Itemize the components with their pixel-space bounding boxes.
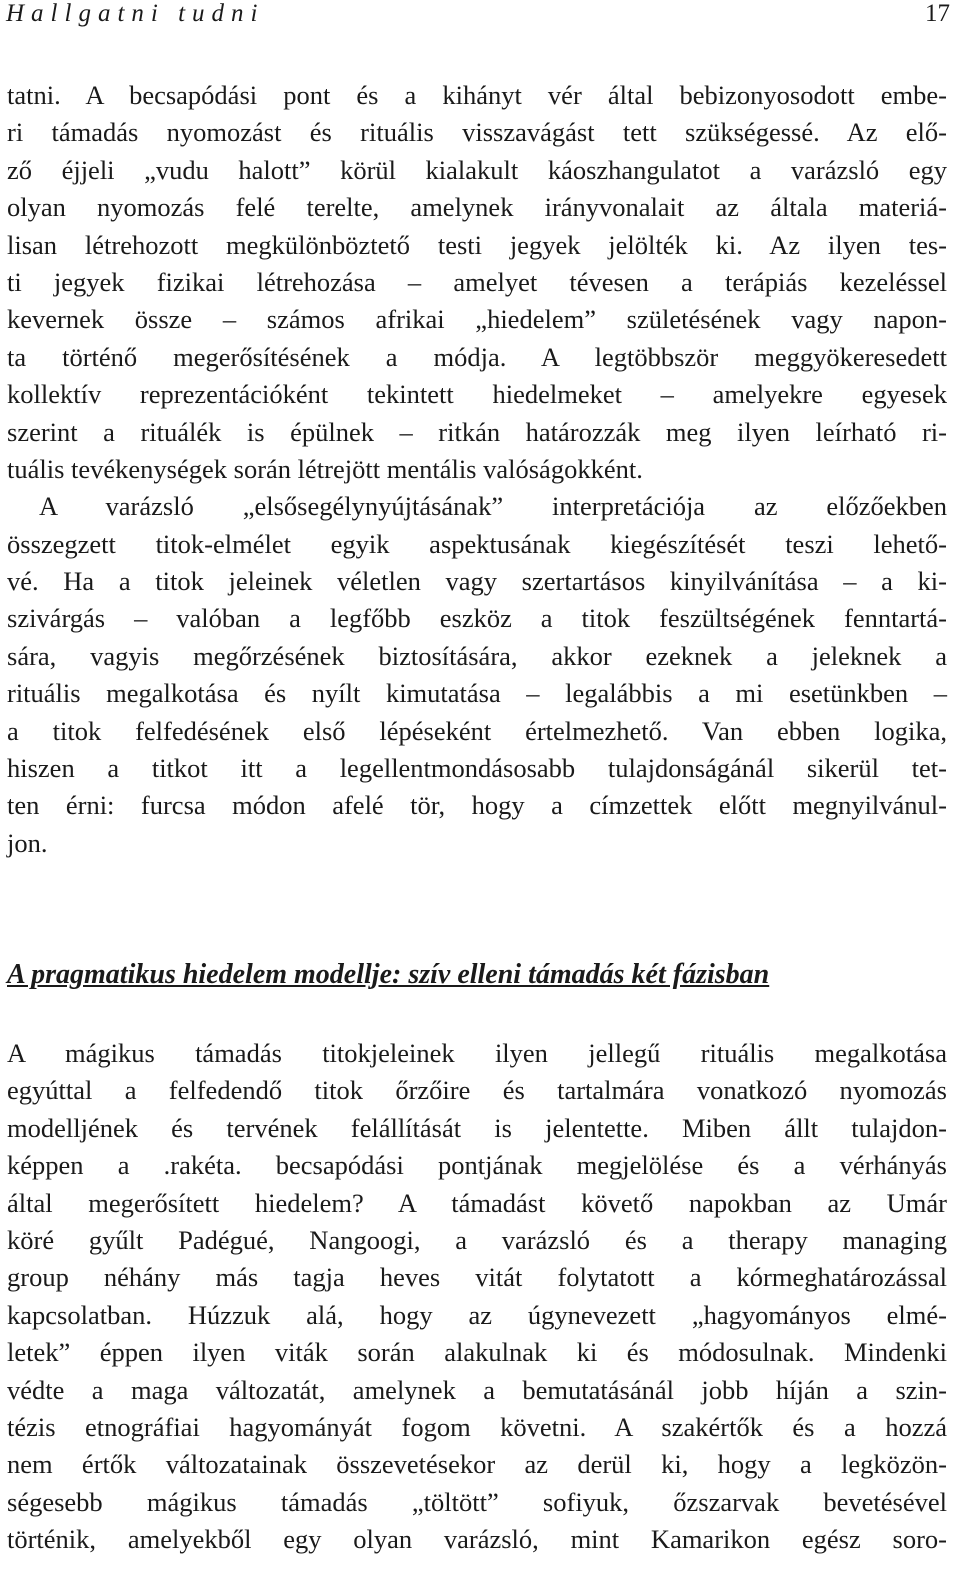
text-line: egyúttal a felfedendő titok őrzőire és tartalmára vonatkozó nyomozás	[7, 1075, 947, 1106]
text-line: hiszen a titkot itt a legellentmondásosabb tulajdonságánál sikerül tet-	[7, 753, 947, 784]
text-line: nem értők változatainak összevetésekor az derül ki, hogy a legközön-	[7, 1449, 947, 1480]
text-line: a titok felfedésének első lépéseként értelmezhető. Van ebben logika,	[7, 715, 947, 746]
running-title: Hallgatni tudni	[6, 0, 265, 27]
text-line: ten érni: furcsa módon afelé tör, hogy a címzettek előtt megnyilvánul-	[7, 790, 947, 821]
text-line: jon.	[7, 827, 48, 858]
text-line: A varázsló „elsősegélynyújtásának” interpretációja az előzőekben	[39, 491, 947, 522]
page-header	[6, 0, 950, 40]
paragraph-2	[7, 488, 947, 862]
text-line: tézis etnográfiai hagyományát fogom követni. A szakértők és a hozzá	[7, 1411, 947, 1442]
text-line: olyan nyomozás felé terelte, amelynek irányvonalait az általa materiá-	[7, 192, 947, 223]
text-line: ségesebb mágikus támadás „töltött” sofiyuk, őzszarvak bevetésével	[7, 1486, 947, 1517]
text-line: A mágikus támadás titokjeleinek ilyen jellegű rituális megalkotása	[7, 1038, 947, 1068]
text-line: köré gyűlt Padégué, Nangoogi, a varázsló és a therapy managing	[7, 1224, 947, 1255]
text-line: kollektív reprezentációként tekintett hiedelmeket – amelyekre egyesek	[7, 379, 947, 410]
text-line: tatni. A becsapódási pont és a kihányt vér által bebizonyosodott embe-	[7, 80, 947, 110]
text-line: képpen a .rakéta. becsapódási pontjának megjelölése és a vérhányás	[7, 1150, 947, 1181]
paragraph-3	[7, 1035, 947, 1558]
text-line: kapcsolatban. Húzzuk alá, hogy az úgynevezett „hagyományos elmé-	[7, 1299, 947, 1330]
text-line: tuális tevékenységek során létrejött mentális valóságokként.	[7, 453, 643, 484]
text-line: szivárgás – valóban a legfőbb eszköz a titok feszültségének fenntartá-	[7, 603, 947, 634]
text-line: történik, amelyekből egy olyan varázsló, mint Kamarikon egész soro-	[7, 1524, 947, 1555]
text-line: sára, vagyis megőrzésének biztosítására, akkor ezeknek a jeleknek a	[7, 640, 947, 671]
text-line: ta történő megerősítésének a módja. A legtöbbször meggyökeresedett	[7, 341, 947, 372]
text-line: védte a maga változatát, amelynek a bemutatásánál jobb híján a szin-	[7, 1374, 947, 1405]
text-line: modelljének és tervének felállítását is jelentette. Miben állt tulajdon-	[7, 1112, 947, 1143]
text-line: rituális megalkotása és nyílt kimutatása – legalábbis a mi esetünkben –	[7, 678, 947, 709]
page-number: 17	[925, 0, 950, 27]
body-text-top	[7, 77, 947, 862]
text-line: group néhány más tagja heves vitát folytatott a kórmeghatározással	[7, 1262, 947, 1293]
text-line: kevernek össze – számos afrikai „hiedelem” születésének vagy napon-	[7, 304, 947, 335]
text-line: lisan létrehozott megkülönböztető testi jegyek jelölték ki. Az ilyen tes-	[7, 229, 947, 260]
body-text-bottom	[7, 1035, 947, 1558]
text-line: vé. Ha a titok jeleinek véletlen vagy szertartásos kinyilvánítása – a ki-	[7, 566, 947, 597]
text-line: letek” éppen ilyen viták során alakulnak ki és módosulnak. Mindenki	[7, 1337, 947, 1368]
text-line: szerint a rituálék is épülnek – ritkán határozzák meg ilyen leírható ri-	[7, 416, 947, 447]
text-line: ti jegyek fizikai létrehozása – amelyet tévesen a terápiás kezeléssel	[7, 266, 947, 297]
text-line: által megerősített hiedelem? A támadást követő napokban az Umár	[7, 1187, 947, 1218]
text-line: összegzett titok-elmélet egyik aspektusának kiegészítését teszi lehető-	[7, 528, 947, 559]
text-line: ri támadás nyomozást és rituális visszavágást tett szükségessé. Az elő-	[7, 117, 947, 148]
section-heading: A pragmatikus hiedelem modellje: szív elleni támadás két fázisban	[7, 959, 770, 990]
text-line: ző éjjeli „vudu halott” körül kialakult káoszhangulatot a varázsló egy	[7, 154, 947, 185]
paragraph-1	[7, 77, 947, 488]
